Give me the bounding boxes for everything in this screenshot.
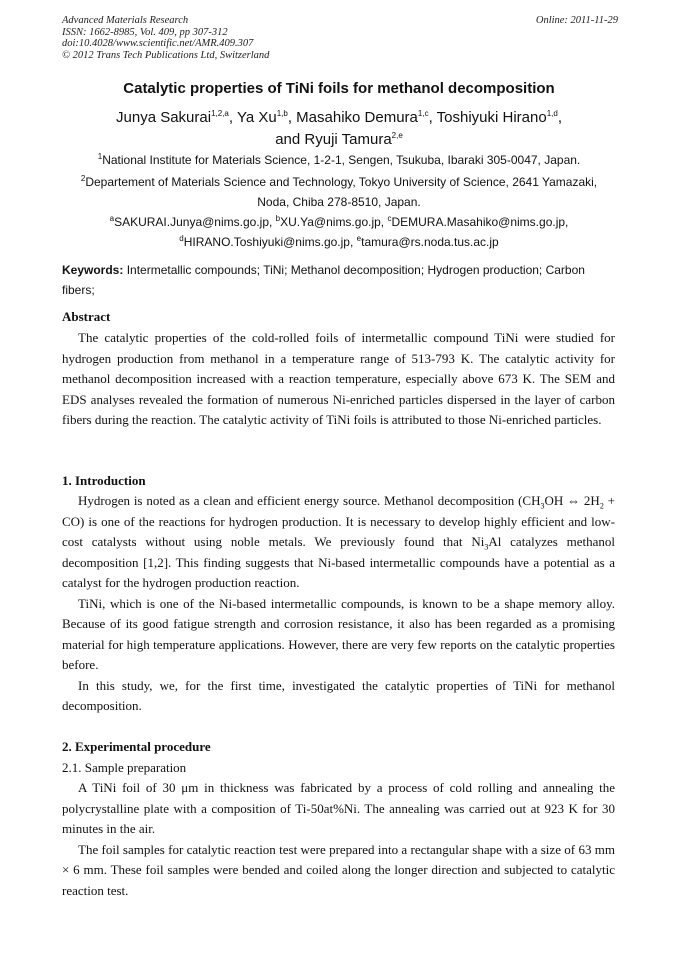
affiliation-2-line-1 [0, 174, 678, 190]
intro-paragraph-2: TiNi, which is one of the Ni-based intermetallic compounds, is known to be a shape memory alloy. Because of its good fatigue strength and corrosion resistance, it also has been regarded as a promising material for high temperature applications. However, there are very few reports on the catalytic properties before. [62, 595, 615, 672]
keywords-label: Keywords: [62, 263, 124, 277]
affiliation-2-line-2: Noda, Chiba 278-8510, Japan. [257, 195, 421, 209]
keywords-text: Intermetallic compounds; TiNi; Methanol decomposition; Hydrogen production; Carbon fibers; [62, 263, 585, 297]
subscript: 3 [540, 501, 545, 511]
keywords [62, 260, 615, 300]
author-sup: 1,b [276, 109, 288, 118]
affiliation-sup: 1 [97, 152, 103, 161]
email-line-1 [0, 214, 678, 230]
paper-title: Catalytic properties of TiNi foils for methanol decomposition [123, 80, 555, 97]
text-run: OH ⇔ 2H [544, 493, 600, 508]
intro-paragraph-1 [62, 491, 615, 594]
journal-name: Advanced Materials Research [62, 15, 189, 26]
author-sup: 1,2,a [211, 109, 229, 118]
email-line-2 [0, 234, 678, 250]
online-date: Online: 2011-11-29 [535, 15, 618, 26]
author-name: Ryuji Tamura [304, 131, 392, 148]
email-address: XU.Ya@nims.go.jp, [280, 215, 385, 229]
author-sup: 1,c [417, 109, 429, 118]
journal-header [62, 15, 618, 61]
affiliation-1 [0, 152, 678, 168]
author-line-1: Junya Sakurai$^{1,2,a}$, Ya Xu$^{1,b}$, Masahiko Demura$^{1,c}$, Toshiyuki Hirano$^{1,d}$, [116, 109, 562, 126]
text-run: Al catalyzes methanol decomposition [1,2]. This finding suggests that Ni-based intermetallic compounds have a potential as a catalyst for the hydrogen production reaction. [62, 534, 615, 590]
author-name: Masahiko Demura [296, 109, 418, 126]
issn-line: ISSN: 1662-8985, Vol. 409, pp 307-312 [62, 26, 228, 38]
email-sup: b [275, 214, 281, 223]
subscript: 3 [484, 542, 489, 552]
experimental-paragraph-2: The foil samples for catalytic reaction test were prepared into a rectangular shape with a size of 63 mm × 6 mm. These foil samples were bended and coiled along the longer direction and subjected to catalytic reaction test. [62, 841, 615, 898]
section-heading-experimental: 2. Experimental procedure [62, 739, 211, 754]
experimental-paragraph-1: A TiNi foil of 30 μm in thickness was fabricated by a process of cold rolling and annealing the polycrystalline plate with a composition of Ti-50at%Ni. The annealing was carried out at 923 K for 30 minutes in the air. [62, 780, 615, 836]
intro-paragraph-3: In this study, we, for the first time, investigated the catalytic properties of TiNi for methanol decomposition. [62, 677, 615, 713]
email-address: tamura@rs.noda.tus.ac.jp [361, 235, 499, 249]
author-name: Toshiyuki Hirano [436, 109, 547, 126]
email-address: SAKURAI.Junya@nims.go.jp, [114, 215, 273, 229]
author-sup: 1,d [546, 109, 558, 118]
author-line-2 [0, 130, 678, 150]
affiliation-sup: 2 [80, 174, 86, 183]
text-run: Hydrogen is noted as a clean and efficient energy source. Methanol decomposition (CH [78, 493, 541, 508]
text-run: + CO) is one of the reactions for hydrogen production. It is necessary to develop highly efficient and low-cost catalysts without using noble metals. We previously found that Ni [62, 493, 615, 549]
author-name: Junya Sakurai [116, 109, 212, 126]
introduction-body [62, 491, 615, 717]
abstract-heading: Abstract [62, 309, 111, 324]
doi-line: doi:10.4028/www.scientific.net/AMR.409.307 [62, 38, 254, 49]
affiliation-text: National Institute for Materials Science, 1-2-1, Sengen, Tsukuba, Ibaraki 305-0047, Japan. [102, 153, 581, 167]
email-address: HIRANO.Toshiyuki@nims.go.jp, [183, 235, 354, 249]
email-sup: d [179, 234, 184, 243]
email-address: DEMURA.Masahiko@nims.go.jp, [391, 215, 569, 229]
copyright-line: © 2012 Trans Tech Publications Ltd, Switzerland [62, 49, 270, 61]
affiliation-text: Departement of Materials Science and Technology, Tokyo University of Science, 2641 Yamazaki, [85, 175, 598, 189]
abstract-body [62, 328, 615, 431]
author-name: Ya Xu [236, 109, 277, 126]
author-sup: 2,e [391, 131, 403, 140]
subsection-heading-sample-preparation: 2.1. Sample preparation [62, 760, 187, 775]
abstract-text: The catalytic properties of the cold-rolled foils of intermetallic compound TiNi were studied for hydrogen production from methanol in a temperature range of 513-793 K. The catalytic activity for methanol decomposition increased with a reaction temperature, especially above 673 K. The SEM and EDS analyses revealed the formation of numerous Ni-enriched particles dispersed in the layer of carbon fibers during the reaction. The catalytic activity of TiNi foils is attributed to those Ni-enriched particles. [62, 330, 615, 427]
subscript: 2 [599, 501, 604, 511]
author-and: and [275, 131, 301, 148]
email-sup: c [387, 214, 392, 223]
section-heading-introduction: 1. Introduction [62, 473, 146, 488]
experimental-body [62, 778, 615, 901]
email-sup: e [356, 234, 362, 243]
email-sup: a [109, 214, 115, 223]
